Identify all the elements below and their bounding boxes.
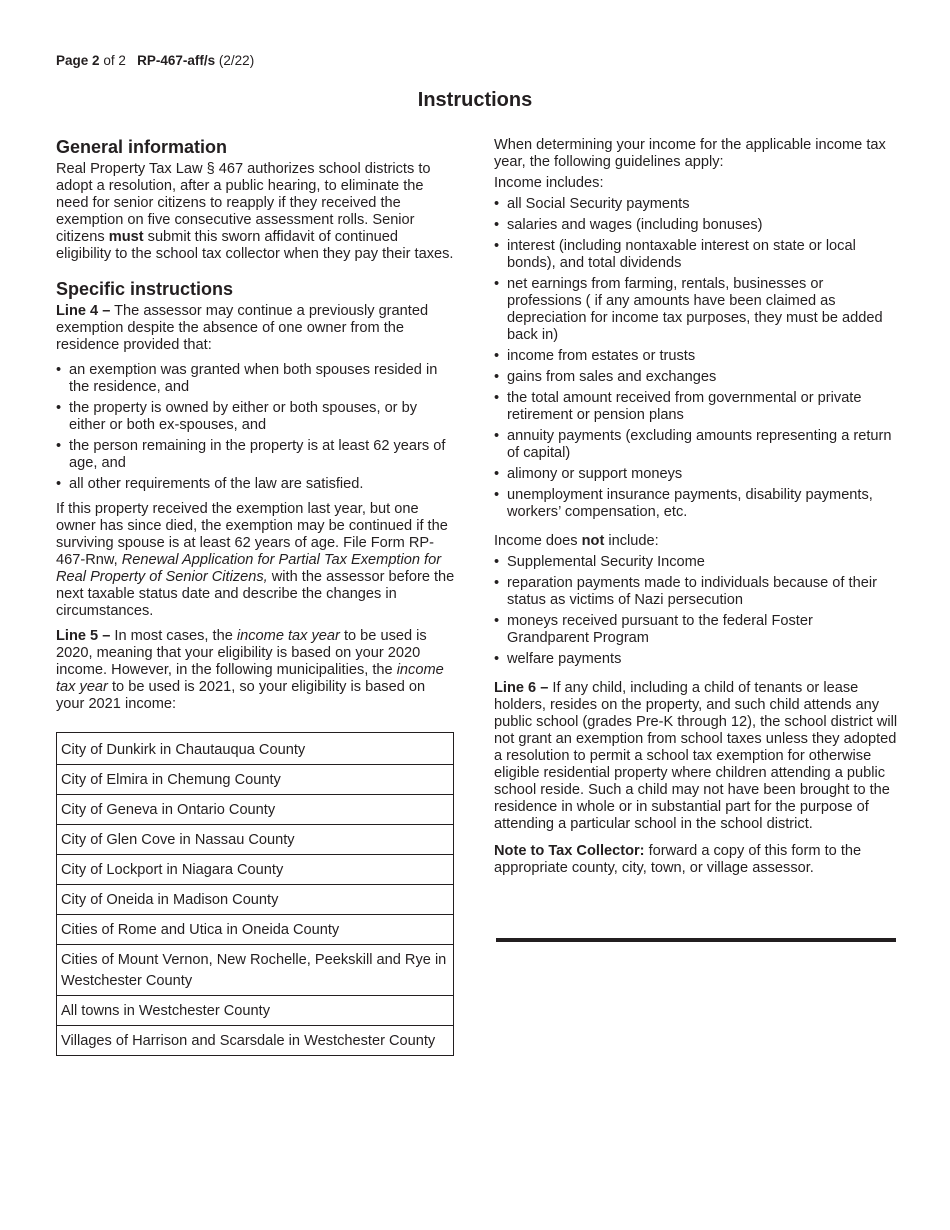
line4-bullets	[56, 362, 456, 493]
income-includes-item: • net earnings from farming, rentals, businesses or professions ( if any amounts have been claimed as depreciation for income tax purposes, they must be added back in)	[494, 276, 898, 344]
page-label: Page	[56, 53, 89, 68]
income-excludes-label: Income does not include:	[494, 533, 659, 549]
income-includes-item: • interest (including nontaxable interest on state or local bonds), and total dividends	[494, 238, 898, 272]
form-date: (2/22)	[218, 53, 255, 68]
line5-paragraph: Line 5 – In most cases, the income tax year to be used is 2020, meaning that your eligibility is based on your 2020 income. However, in the following municipalities, the income tax year to be used is 2021, so your eligibility is based on your 2021 income:	[56, 628, 444, 712]
page-of: of 2	[103, 53, 126, 68]
municipality-row	[57, 885, 454, 915]
municipality-cell: City of Dunkirk in Chautauqua County	[57, 733, 454, 765]
income-excludes-item: • welfare payments	[494, 651, 898, 668]
right-column	[494, 137, 898, 885]
income-includes-item: • the total amount received from governmental or private retirement or pension plans	[494, 390, 898, 424]
income-excludes-list	[494, 554, 898, 668]
municipalities-table	[56, 732, 454, 1056]
tax-collector-note: Note to Tax Collector: forward a copy of this form to the appropriate county, city, town, or village assessor.	[494, 843, 862, 876]
page-header	[56, 53, 254, 68]
income-excludes-item: • Supplemental Security Income	[494, 554, 898, 571]
municipality-cell: Cities of Mount Vernon, New Rochelle, Peekskill and Rye in Westchester County	[57, 945, 454, 996]
form-id: RP-467-aff/s	[137, 53, 216, 68]
specific-heading: Specific instructions	[56, 279, 234, 299]
municipality-cell: Villages of Harrison and Scarsdale in Westchester County	[57, 1026, 454, 1056]
municipality-cell: City of Geneva in Ontario County	[57, 795, 454, 825]
municipality-row	[57, 1026, 454, 1056]
municipality-row	[57, 945, 454, 996]
income-excludes-item: • moneys received pursuant to the federal Foster Grandparent Program	[494, 613, 898, 647]
line4-bullet-item: • an exemption was granted when both spouses resided in the residence, and	[56, 362, 456, 396]
municipality-row	[57, 996, 454, 1026]
municipality-cell: City of Elmira in Chemung County	[57, 765, 454, 795]
municipality-row	[57, 825, 454, 855]
page-number: 2	[92, 53, 100, 68]
general-paragraph: Real Property Tax Law § 467 authorizes school districts to adopt a resolution, after a public hearing, to eliminate the need for senior citizens to reapply if they received the exemption on five consecutive assessment rolls. Senior citizens must submit this sworn affidavit of continued eligibility to the school tax collector when they pay their taxes.	[56, 161, 454, 262]
municipality-cell: Cities of Rome and Utica in Oneida County	[57, 915, 454, 945]
municipality-cell: All towns in Westchester County	[57, 996, 454, 1026]
line6-paragraph: Line 6 – If any child, including a child of tenants or lease holders, resides on the property, and such child attends any public school (grades Pre-K through 12), the school district will not grant an exemption from school taxes unless they adopted a resolution to permit a school tax exemption for otherwise eligible residential property where children attending a public school reside. Such a child may not have been brought to the residence in whole or in substantial part for the purpose of attending a particular school in the school district.	[494, 680, 898, 832]
income-intro: When determining your income for the applicable income tax year, the following guidelines apply:	[494, 137, 886, 170]
deceased-owner-paragraph: If this property received the exemption last year, but one owner has since died, the exemption may be continued if the surviving spouse is at least 62 years of age. File Form RP-467-Rnw, Renewal Application for Partial Tax Exemption for Real Property of Senior Citizens, with the assessor before the next taxable status date and describe the changes in circumstances.	[56, 501, 455, 619]
income-includes-item: • annuity payments (excluding amounts representing a return of capital)	[494, 428, 898, 462]
income-excludes-item: • reparation payments made to individuals because of their status as victims of Nazi persecution	[494, 575, 898, 609]
line4-bullet-item: • the property is owned by either or both spouses, or by either or both ex-spouses, and	[56, 400, 456, 434]
income-includes-item: • income from estates or trusts	[494, 348, 898, 365]
income-includes-item: • unemployment insurance payments, disability payments, workers’ compensation, etc.	[494, 487, 898, 521]
income-includes-item: • alimony or support moneys	[494, 466, 898, 483]
income-includes-list	[494, 196, 898, 521]
income-includes-item: • salaries and wages (including bonuses)	[494, 217, 898, 234]
municipality-row	[57, 855, 454, 885]
page-title: Instructions	[417, 89, 533, 111]
line4-paragraph: Line 4 – The assessor may continue a previously granted exemption despite the absence of one owner from the residence provided that:	[56, 303, 429, 353]
municipality-row	[57, 915, 454, 945]
municipality-cell: City of Oneida in Madison County	[57, 885, 454, 915]
left-column	[56, 136, 456, 1056]
section-divider	[496, 938, 896, 942]
municipality-row	[57, 795, 454, 825]
municipality-row	[57, 733, 454, 765]
line4-bullet-item: • the person remaining in the property is at least 62 years of age, and	[56, 438, 456, 472]
municipality-cell: City of Glen Cove in Nassau County	[57, 825, 454, 855]
income-includes-item: • all Social Security payments	[494, 196, 898, 213]
general-heading: General information	[56, 137, 228, 157]
income-includes-item: • gains from sales and exchanges	[494, 369, 898, 386]
municipality-row	[57, 765, 454, 795]
income-includes-label: Income includes:	[494, 175, 604, 191]
line4-bullet-item: • all other requirements of the law are satisfied.	[56, 476, 456, 493]
municipality-cell: City of Lockport in Niagara County	[57, 855, 454, 885]
